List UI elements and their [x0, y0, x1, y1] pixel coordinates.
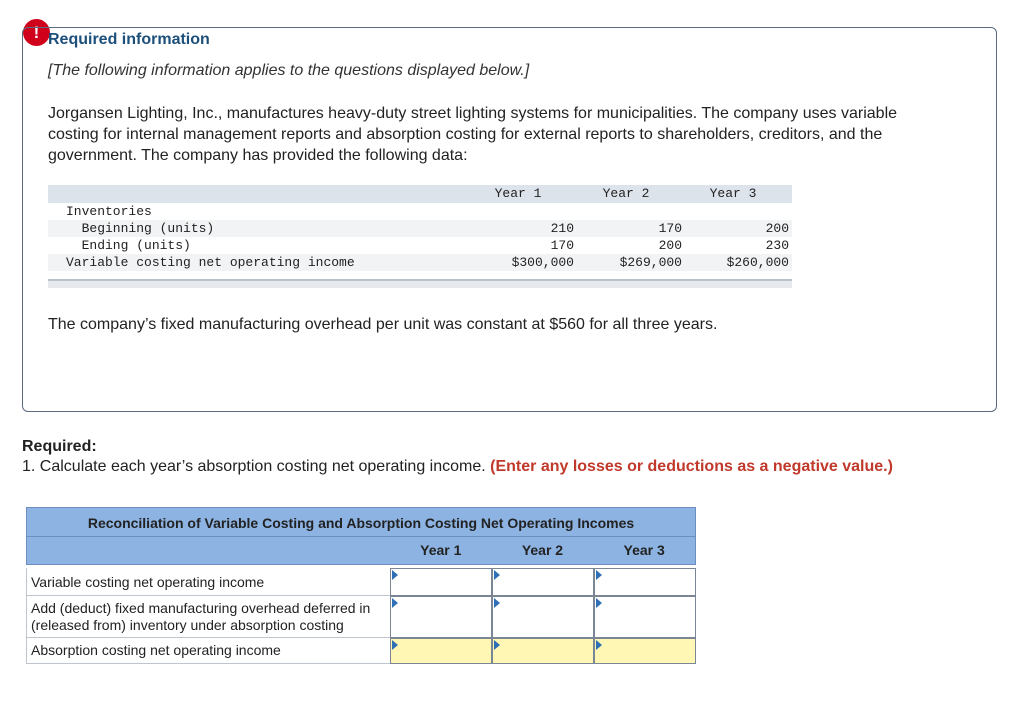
recon-header-row [26, 537, 696, 565]
answer-cell[interactable] [492, 568, 594, 596]
row-label: Variable costing net operating income [66, 255, 355, 270]
answer-cell[interactable] [594, 596, 696, 638]
answer-cell[interactable] [390, 568, 492, 596]
cell-value: 170 [550, 238, 574, 253]
answer-cell[interactable] [594, 638, 696, 664]
input-marker-icon [596, 570, 602, 580]
table-row [26, 568, 696, 596]
answer-input[interactable] [493, 639, 593, 663]
input-marker-icon [392, 640, 398, 650]
section-label: Inventories [66, 204, 152, 219]
cell-value: 210 [550, 221, 574, 236]
instruction-hint: (Enter any losses or deductions as a negative value.) [490, 458, 893, 475]
required-title: Required: [22, 438, 97, 455]
input-marker-icon [596, 640, 602, 650]
answer-input[interactable] [391, 639, 491, 663]
answer-cell[interactable] [390, 596, 492, 638]
table-row [48, 203, 792, 220]
overhead-note: The company’s fixed manufacturing overhead per unit was constant at $560 for all three years. [48, 316, 718, 333]
input-marker-icon [494, 570, 500, 580]
table-row [48, 220, 792, 237]
input-marker-icon [392, 598, 398, 608]
answer-input[interactable] [493, 569, 593, 595]
col-header-year2: Year 2 [602, 186, 650, 201]
cell-value: $300,000 [511, 255, 574, 270]
answer-input[interactable] [595, 569, 695, 595]
info-paragraph: Jorgansen Lighting, Inc., manufactures heavy-duty street lighting systems for municipalities. The company uses variable costing for internal management reports and absorption costing for external reports to shareholders, creditors, and the government. The company has provided the following data: [48, 105, 898, 164]
cell-value: 170 [658, 221, 682, 236]
col-header-year1: Year 1 [494, 186, 542, 201]
cell-value: $260,000 [726, 255, 789, 270]
cell-value: 200 [658, 238, 682, 253]
answer-input[interactable] [595, 597, 695, 637]
cell-value: 200 [765, 221, 789, 236]
required-text [22, 458, 893, 476]
row-label: Variable costing net operating income [27, 568, 390, 596]
answer-input[interactable] [493, 597, 593, 637]
table-row [26, 638, 696, 664]
col-header-year3: Year 3 [709, 186, 757, 201]
cell-value: $269,000 [619, 255, 682, 270]
answer-input[interactable] [391, 597, 491, 637]
recon-col-year2: Year 2 [521, 542, 564, 558]
input-marker-icon [392, 570, 398, 580]
table-row [26, 596, 696, 638]
cell-value: 230 [765, 238, 789, 253]
answer-cell[interactable] [390, 638, 492, 664]
alert-icon: ! [23, 19, 50, 46]
row-label: Ending (units) [66, 238, 191, 253]
table-row [48, 237, 792, 254]
inventory-data-table [48, 185, 792, 288]
answer-cell[interactable] [492, 596, 594, 638]
info-title: Required information [48, 31, 210, 48]
answer-input[interactable] [391, 569, 491, 595]
table-header-row [48, 185, 792, 203]
info-note: [The following information applies to the questions displayed below.] [48, 62, 530, 79]
recon-col-year3: Year 3 [623, 542, 665, 558]
table-footer-bar [48, 279, 792, 288]
row-label: Beginning (units) [66, 221, 215, 236]
question-text: 1. Calculate each year’s absorption costing net operating income. [22, 458, 486, 475]
reconciliation-table [26, 507, 696, 664]
answer-cell[interactable] [492, 638, 594, 664]
row-label: Add (deduct) fixed manufacturing overhead deferred in (released from) inventory under absorption costing [27, 596, 390, 638]
recon-col-year1: Year 1 [420, 542, 462, 558]
input-marker-icon [596, 598, 602, 608]
answer-input[interactable] [595, 639, 695, 663]
row-label: Absorption costing net operating income [27, 638, 390, 664]
input-marker-icon [494, 640, 500, 650]
answer-cell[interactable] [594, 568, 696, 596]
table-row [48, 254, 792, 271]
recon-title: Reconciliation of Variable Costing and Absorption Costing Net Operating Incomes [26, 507, 696, 537]
input-marker-icon [494, 598, 500, 608]
